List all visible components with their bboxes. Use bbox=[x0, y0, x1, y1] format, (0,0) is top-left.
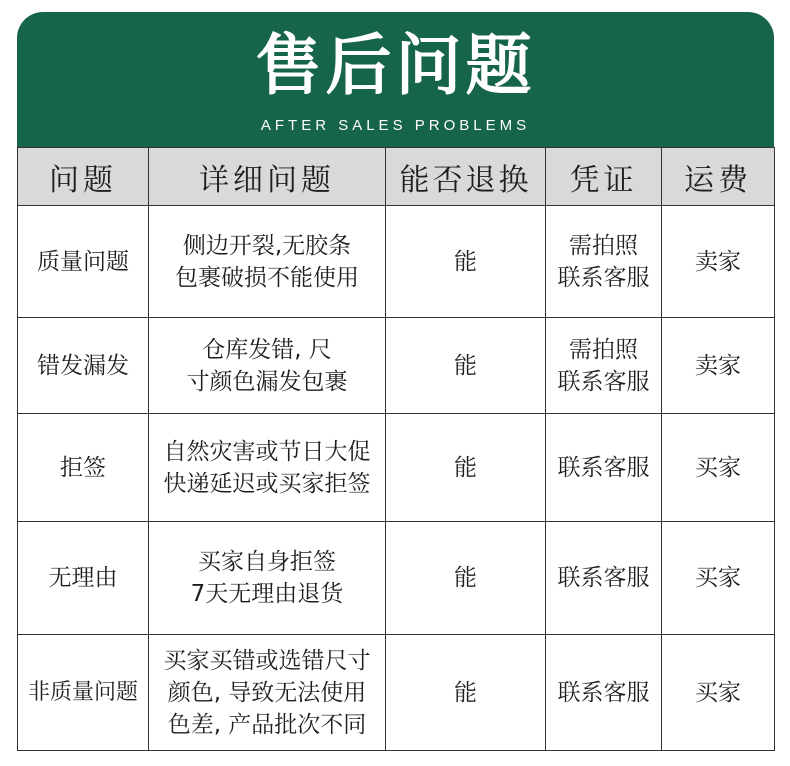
detail-line: 快递延迟或买家拒签 bbox=[163, 470, 371, 497]
proof-line: 需拍照 bbox=[569, 336, 638, 363]
table-row bbox=[18, 522, 775, 635]
returnable-cell: 能 bbox=[386, 635, 546, 751]
table-header-row bbox=[18, 148, 775, 206]
column-header-proof: 凭证 bbox=[546, 148, 662, 206]
detail-line: 颜色, 导致无法使用 bbox=[167, 679, 367, 706]
proof-line: 联系客服 bbox=[557, 368, 650, 395]
page-title: 售后问题 bbox=[255, 27, 536, 104]
shipping-cell: 买家 bbox=[662, 522, 775, 635]
detail-line: 7天无理由退货 bbox=[190, 581, 344, 607]
table-row bbox=[18, 206, 775, 318]
detail-line: 侧边开裂,无胶条 bbox=[182, 232, 352, 259]
proof-cell bbox=[546, 414, 662, 522]
proof-line: 联系客服 bbox=[557, 454, 650, 481]
column-header-detail: 详细问题 bbox=[149, 148, 386, 206]
table-row bbox=[18, 318, 775, 414]
returnable-cell: 能 bbox=[386, 522, 546, 635]
proof-cell bbox=[546, 318, 662, 414]
column-header-returnable: 能否退换 bbox=[386, 148, 546, 206]
proof-line: 联系客服 bbox=[557, 264, 650, 291]
header-banner bbox=[17, 12, 774, 147]
detail-cell bbox=[149, 318, 386, 414]
detail-cell bbox=[149, 206, 386, 318]
detail-line: 寸颜色漏发包裹 bbox=[186, 368, 348, 395]
detail-cell bbox=[149, 635, 386, 751]
shipping-cell: 买家 bbox=[662, 635, 775, 751]
proof-cell bbox=[546, 206, 662, 318]
table-row bbox=[18, 414, 775, 522]
table-row bbox=[18, 635, 775, 751]
returnable-cell: 能 bbox=[386, 414, 546, 522]
shipping-cell: 卖家 bbox=[662, 206, 775, 318]
problem-cell: 错发漏发 bbox=[18, 318, 149, 414]
column-header-problem: 问题 bbox=[18, 148, 149, 206]
returnable-cell: 能 bbox=[386, 206, 546, 318]
proof-line: 联系客服 bbox=[557, 679, 650, 706]
problem-cell: 非质量问题 bbox=[18, 635, 149, 751]
shipping-cell: 卖家 bbox=[662, 318, 775, 414]
detail-line: 自然灾害或节日大促 bbox=[163, 438, 371, 465]
problem-cell: 质量问题 bbox=[18, 206, 149, 318]
detail-line: 包裹破损不能使用 bbox=[175, 264, 359, 291]
problem-cell: 拒签 bbox=[18, 414, 149, 522]
proof-cell bbox=[546, 522, 662, 635]
problem-cell: 无理由 bbox=[18, 522, 149, 635]
proof-line: 需拍照 bbox=[569, 232, 638, 259]
returnable-cell: 能 bbox=[386, 318, 546, 414]
page-subtitle: AFTER SALES PROBLEMS bbox=[260, 117, 531, 134]
proof-cell bbox=[546, 635, 662, 751]
shipping-cell: 买家 bbox=[662, 414, 775, 522]
detail-line: 买家买错或选错尺寸 bbox=[163, 647, 371, 674]
detail-line: 买家自身拒签 bbox=[198, 549, 336, 575]
proof-line: 联系客服 bbox=[557, 565, 650, 591]
detail-line: 色差, 产品批次不同 bbox=[167, 711, 367, 738]
column-header-shipping: 运费 bbox=[662, 148, 775, 206]
detail-line: 仓库发错, 尺 bbox=[202, 336, 332, 363]
after-sales-table bbox=[17, 147, 775, 751]
detail-cell bbox=[149, 522, 386, 635]
detail-cell bbox=[149, 414, 386, 522]
